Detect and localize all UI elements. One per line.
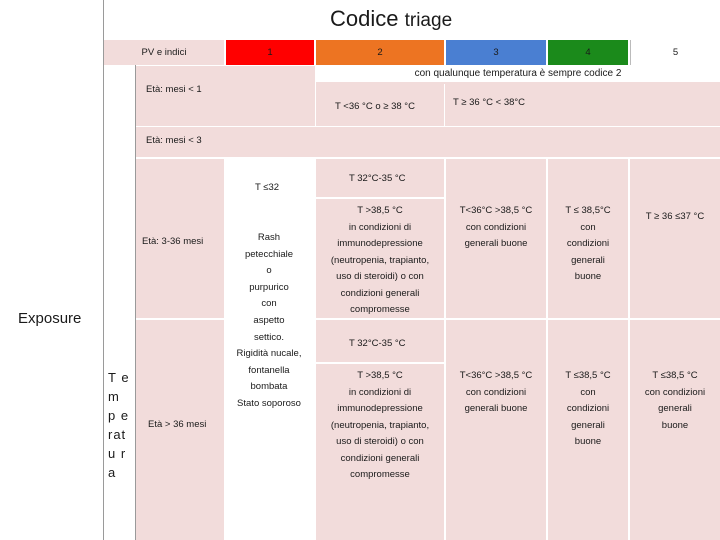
age-3-36-col4 [548,203,628,286]
temperatura-letter: u r [108,446,127,461]
text-line: T >38,5 °C [357,205,403,216]
text-line: compromesse [350,304,410,315]
text-line: con [580,386,596,398]
age-gt36-label: Età > 36 mesi [148,419,207,430]
temperatura-letter: a [108,465,117,480]
age-3-36-col5-cell [630,159,720,318]
text-line: immunodepressione [337,403,423,414]
temperatura-letter: T e [108,370,130,385]
age-gt36-col5 [630,368,720,434]
temperatura-letter: m [108,389,120,404]
text-line: condizioni generali [340,452,420,464]
rash-line: settico. [253,331,285,343]
title-main: Codice [330,6,399,31]
t-le-32-label: T ≤32 [255,182,280,193]
header-pv-indici: PV e indici [104,40,224,65]
left-border-line [103,0,104,540]
text-line: (neutropenia, trapianto, [330,254,430,266]
text-line: immunodepressione [337,238,423,249]
text-line: generali [571,254,605,266]
age-3-36-label: Età: 3-36 mesi [142,236,204,247]
text-line: uso di steroidi) o con [336,436,424,447]
text-line: in condizioni di [348,221,412,233]
rash-line: purpurico [249,281,289,293]
text-line: in condizioni di [348,386,412,398]
text-line: (neutropenia, trapianto, [330,419,430,431]
text-line: compromesse [350,469,410,480]
row-age-lt1-label: Età: mesi < 1 [146,84,202,95]
row-age-lt1-divider [444,84,445,126]
row-age-lt3-label: Età: mesi < 3 [146,135,202,146]
page-title [330,6,500,36]
rash-line: aspetto [253,314,285,326]
row-age-lt3-band [136,127,720,157]
age-3-36-col2 [316,203,444,319]
age-gt36-col4 [548,368,628,451]
text-line: T ≤38,5 °C [652,370,698,381]
text-line: generali buone [464,403,528,414]
text-line: con [580,221,596,233]
rash-line: petecchiale [244,248,294,260]
age-3-36-col3 [446,203,546,253]
text-line: condizioni [566,403,610,414]
row-age-lt1-col3: T ≥ 36 °C < 38°C [453,97,526,108]
age-gt36-col3-cell [446,320,546,540]
text-line: con condizioni [465,221,527,233]
text-line: generali [658,403,692,414]
temperatura-letter: p e [108,408,130,423]
rash-line: o [266,265,272,277]
age-3-36-trange: T 32°C-35 °C [349,173,406,184]
text-line: T ≤ 38,5°C [565,205,611,216]
header-level-1: 1 [226,40,314,65]
text-line: T ≤38,5 °C [565,370,611,381]
text-line: con condizioni [465,386,527,398]
text-line: buone [574,271,602,282]
header-level-5: 5 [630,40,720,65]
text-line: buone [661,419,689,431]
age-gt36-trange: T 32°C-35 °C [349,338,406,349]
rash-line: Stato soporoso [237,397,301,409]
text-line: T<36°C >38,5 °C [459,370,533,381]
rash-description [226,230,312,413]
text-line: condizioni [566,238,610,249]
header-level-4: 4 [548,40,628,65]
title-sub: triage [404,10,453,31]
text-line: condizioni generali [340,287,420,299]
header-level-3: 3 [446,40,546,65]
temperatura-label [108,368,134,482]
text-line: con condizioni [644,386,706,398]
text-line: generali [571,419,605,431]
row-age-lt1-col2: T <36 °C o ≥ 38 °C [335,101,415,112]
text-line: generali buone [464,238,528,249]
age-gt36-col2 [316,368,444,484]
rash-line: Rash [257,232,281,243]
rash-line: Rigidità nucale, [236,348,302,360]
temperatura-letter: rat [108,427,127,442]
header-level-2: 2 [316,40,444,65]
rash-line: con [261,298,277,310]
text-line: T<36°C >38,5 °C [459,205,533,216]
age-gt36-col3 [446,368,546,418]
rash-line: fontanella [248,364,290,376]
rash-line: bombata [250,381,288,393]
age-3-36-col5: T ≥ 36 ≤37 °C [645,211,705,222]
note-any-temperature: con qualunque temperatura è sempre codice 2 [316,66,720,82]
text-line: uso di steroidi) o con [336,271,424,282]
text-line: buone [574,436,602,447]
text-line: T >38,5 °C [357,370,403,381]
exposure-label: Exposure [18,310,82,327]
